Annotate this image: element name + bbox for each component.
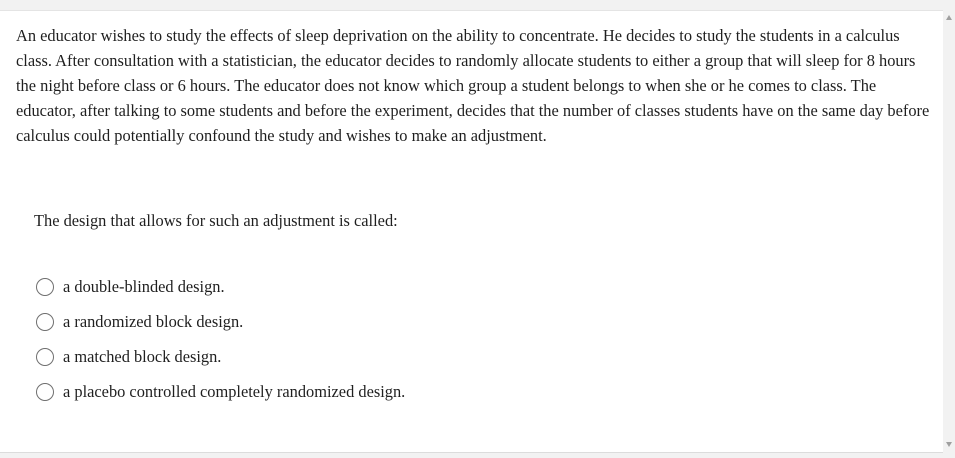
vertical-scrollbar[interactable] — [943, 10, 955, 452]
answer-option-label[interactable]: a placebo controlled completely randomized design. — [63, 381, 406, 401]
question-panel — [0, 10, 943, 452]
radio-button[interactable] — [36, 383, 54, 401]
question-stem: The design that allows for such an adjustment is called: — [34, 211, 398, 230]
answer-option-label[interactable]: a randomized block design. — [63, 311, 244, 331]
answer-option-label[interactable]: a matched block design. — [63, 346, 222, 366]
answer-options — [36, 269, 405, 409]
radio-button[interactable] — [36, 278, 54, 296]
chevron-down-icon[interactable] — [946, 442, 952, 447]
answer-option-label[interactable]: a double-blinded design. — [63, 276, 225, 296]
answer-option-3[interactable] — [36, 339, 405, 374]
radio-button[interactable] — [36, 348, 54, 366]
answer-option-2[interactable] — [36, 304, 405, 339]
radio-button[interactable] — [36, 313, 54, 331]
question-prompt: An educator wishes to study the effects of sleep deprivation on the ability to concentrate. He decides to study the students in a calculus class. After consultation with a statistician, the educator decides to randomly allocate students to either a group that will sleep for 8 hours the night before class or 6 hours. The educator does not know which group a student belongs to when she or he comes to class. The educator, after talking to some students and before the experiment, decides that the number of classes students have on the same day before calculus could potentially confound the study and wishes to make an adjustment. — [16, 26, 930, 145]
answer-option-4[interactable] — [36, 374, 405, 409]
chevron-up-icon[interactable] — [946, 15, 952, 20]
panel-divider — [0, 452, 943, 453]
answer-option-1[interactable] — [36, 269, 405, 304]
